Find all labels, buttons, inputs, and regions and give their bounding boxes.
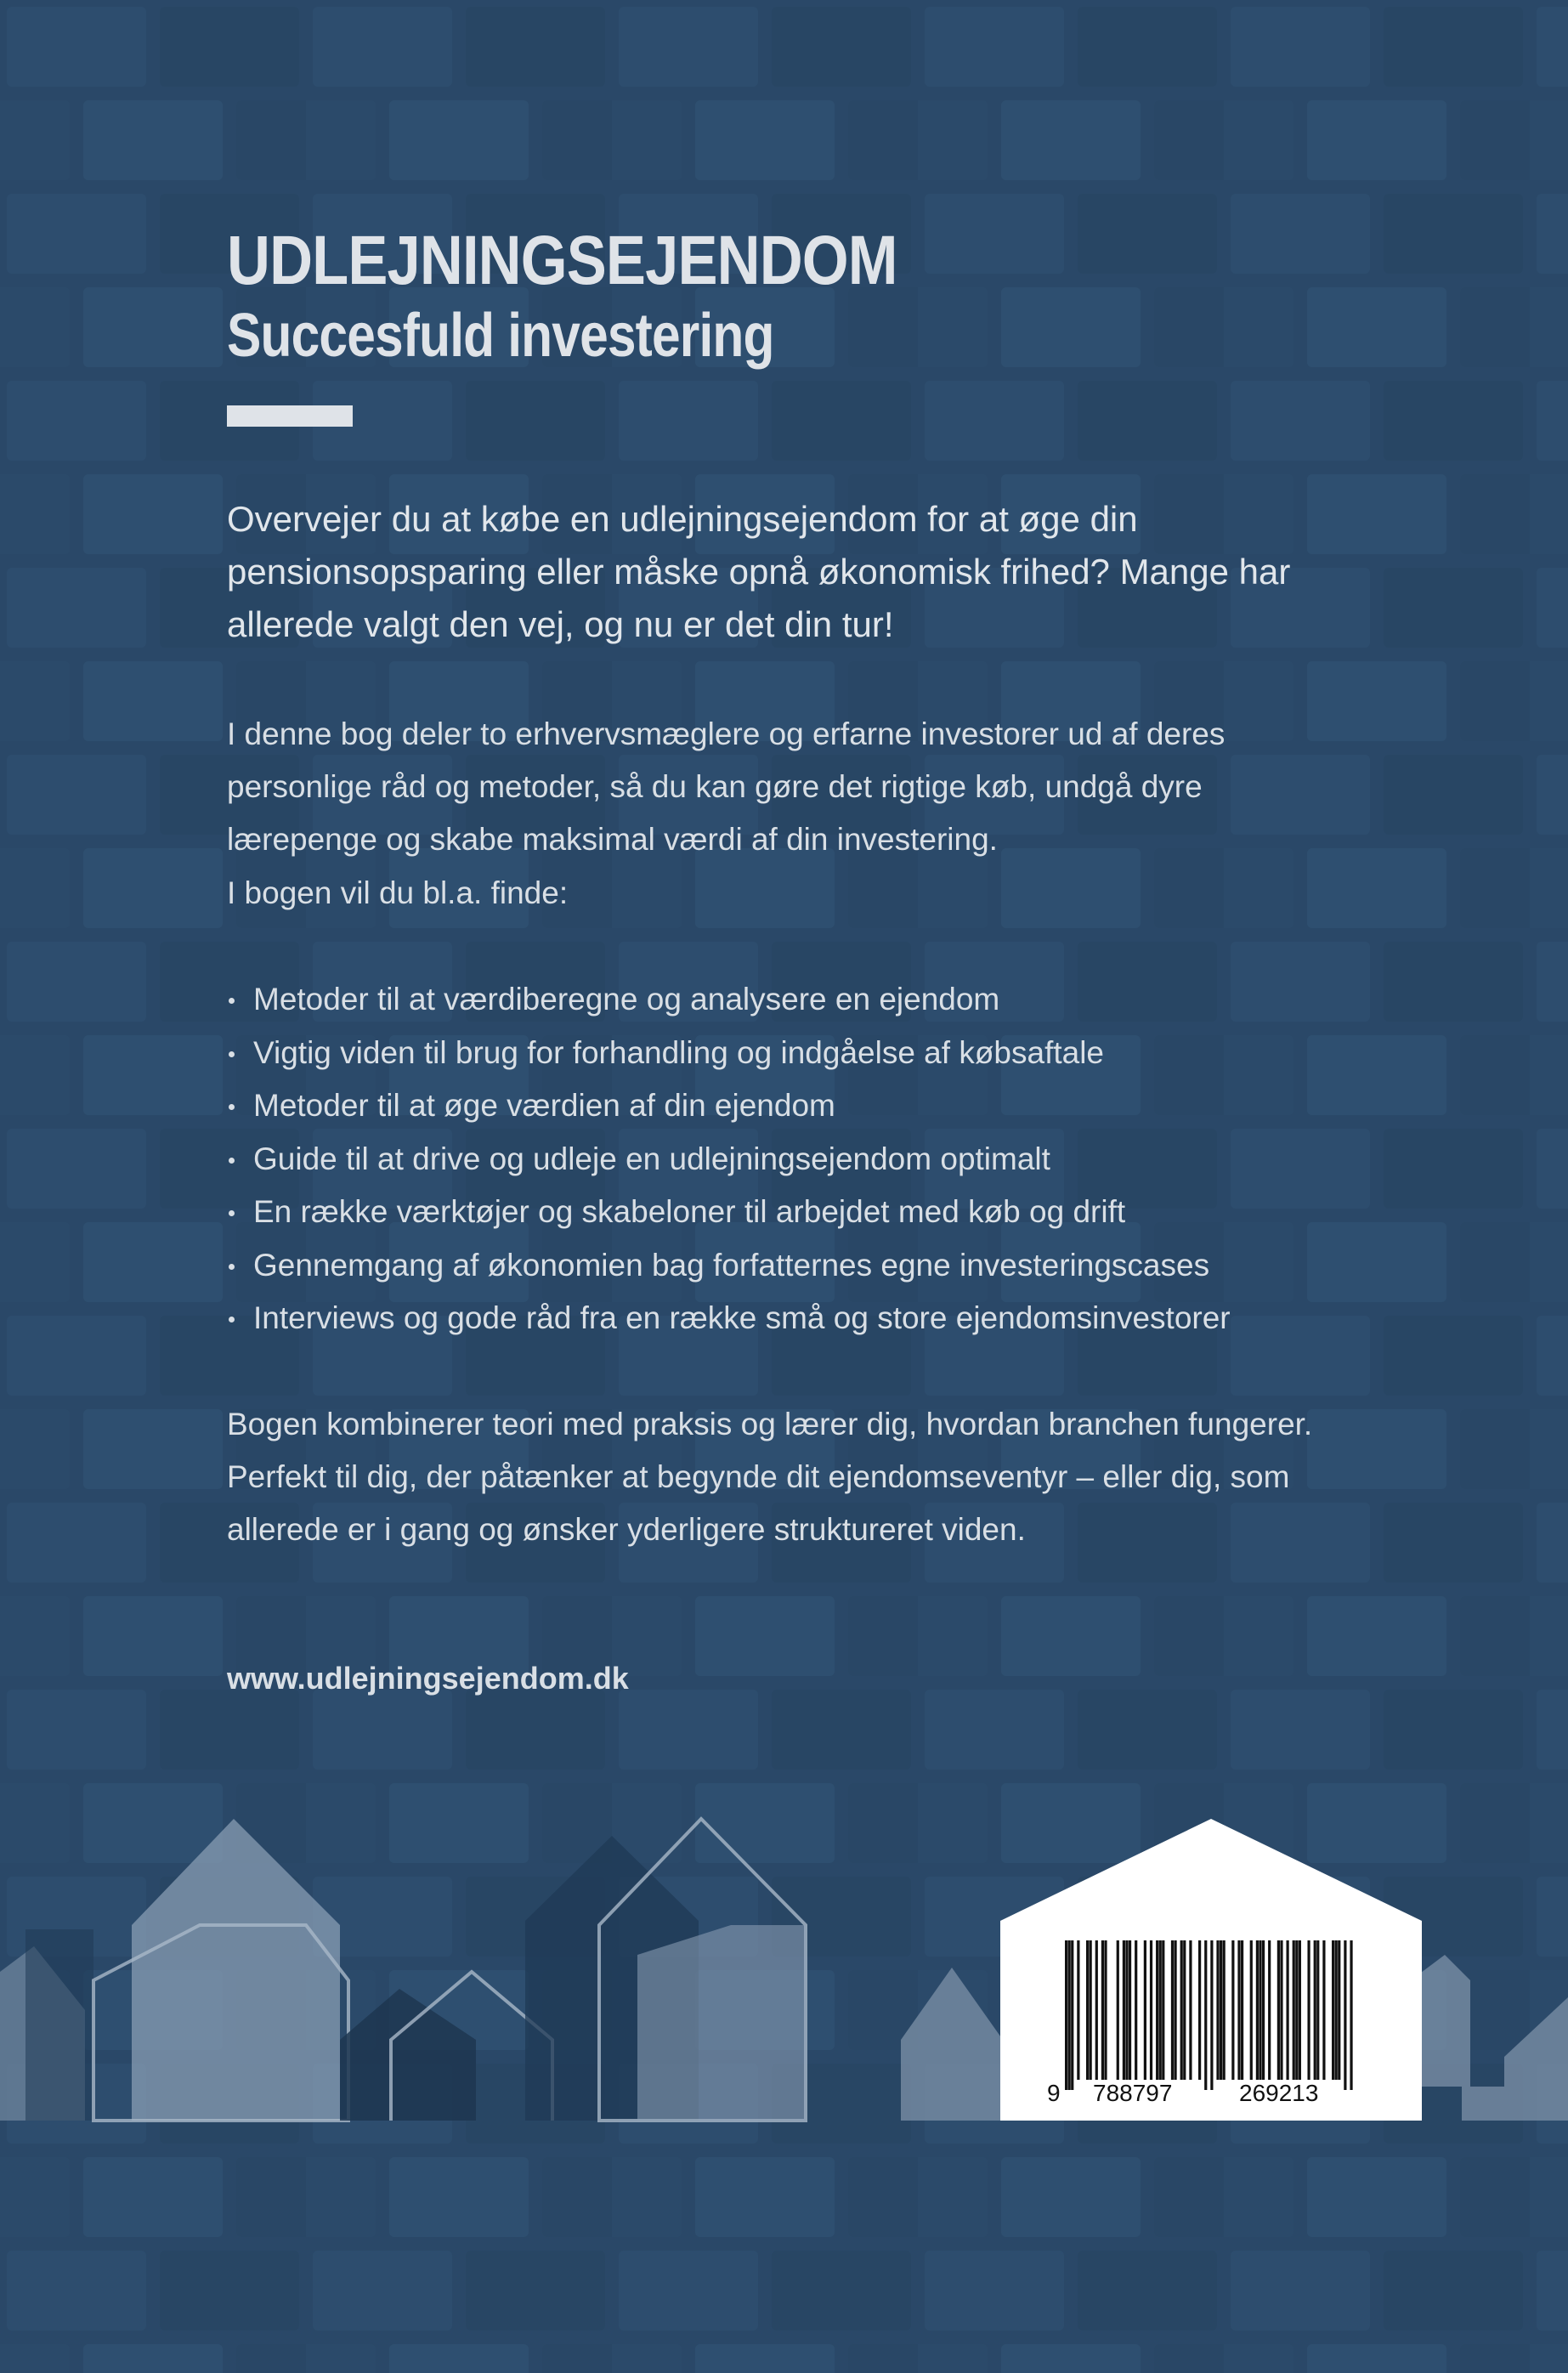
barcode-bar: [1332, 1940, 1334, 2080]
barcode-bar: [1159, 1940, 1162, 2080]
barcode-bar: [1295, 1940, 1298, 2080]
barcode-bar: [1241, 1940, 1243, 2080]
barcode-right-digits: 269213: [1239, 2080, 1319, 2106]
barcode-bar: [1150, 1940, 1152, 2080]
intro-paragraph: I denne bog deler to erhvervsmæglere og erfarne investorer ud af deres personlige råd og metoder, så du kan gøre det rigtige køb, undgå dyre lærepenge og skabe maksimal værdi af din investering.: [227, 716, 1226, 857]
barcode-bar: [1231, 1940, 1234, 2080]
barcode-bar: [1125, 1940, 1128, 2080]
barcode-bar: [1293, 1940, 1295, 2080]
barcode-bar: [1338, 1940, 1340, 2080]
house-shape: [1462, 2087, 1504, 2121]
barcode-first-digit: 9: [1047, 2080, 1061, 2106]
barcode-bar: [1086, 1940, 1089, 2080]
intro-list-heading: I bogen vil du bl.a. finde:: [227, 875, 569, 910]
barcode-bar: [1183, 1940, 1186, 2080]
house-shape: [340, 1989, 476, 2121]
list-item: Interviews og gode råd fra en række små og store ejendomsinvestorer: [227, 1292, 1332, 1345]
house-shape: [901, 1968, 1003, 2121]
barcode-bar: [1223, 1940, 1226, 2080]
barcode-bar: [1286, 1940, 1288, 2080]
barcode-bar: [1307, 1940, 1310, 2080]
barcode-bar: [1077, 1940, 1079, 2080]
barcode-bar: [1198, 1940, 1201, 2080]
barcode-bar: [1162, 1940, 1164, 2080]
barcode-bar: [1299, 1940, 1301, 2080]
barcode-bar: [1095, 1940, 1098, 2080]
house-shape: [637, 1925, 806, 2121]
barcode-bar: [1135, 1940, 1137, 2080]
barcode-bar: [1216, 1940, 1219, 2080]
list-item: Vigtig viden til brug for forhandling og indgåelse af købsaftale: [227, 1027, 1332, 1080]
barcode-bar: [1314, 1940, 1316, 2080]
list-item: Metoder til at øge værdien af din ejendom: [227, 1079, 1332, 1133]
barcode-bar: [1065, 1940, 1067, 2090]
barcode-bar: [1071, 1940, 1073, 2090]
closing-paragraph: Bogen kombinerer teori med praksis og lærer dig, hvordan branchen fungerer. Perfekt til dig, der påtænker at begynde dit ejendomseventyr – eller dig, som allerede er i gang og ønsker yderligere struktureret viden.: [227, 1407, 1313, 1547]
barcode-bar: [1277, 1940, 1280, 2080]
barcode-bar: [1237, 1940, 1240, 2080]
barcode-bar: [1144, 1940, 1146, 2080]
barcode-bar: [1210, 1940, 1213, 2090]
barcode-bar: [1171, 1940, 1174, 2080]
barcode-bar: [1316, 1940, 1319, 2080]
house-shape: [25, 1929, 93, 2121]
list-item: Gennemgang af økonomien bag forfatternes egne investeringscases: [227, 1239, 1332, 1293]
barcode-bar: [1068, 1940, 1071, 2090]
barcode-bar: [1090, 1940, 1092, 2080]
barcode-bar: [1174, 1940, 1176, 2080]
feature-list: [227, 973, 1332, 1345]
list-item: Guide til at drive og udleje en udlejningsejendom optimalt: [227, 1133, 1332, 1186]
list-item: Metoder til at værdiberegne og analysere en ejendom: [227, 973, 1332, 1027]
barcode-bar: [1256, 1940, 1259, 2080]
barcode-bar: [1259, 1940, 1261, 2080]
house-shape: [132, 1819, 340, 2121]
barcode-bar: [1117, 1940, 1119, 2080]
book-subtitle: Succesfuld investering: [227, 302, 774, 370]
barcode-bar: [1250, 1940, 1253, 2080]
barcode-bar: [1123, 1940, 1125, 2080]
barcode-bar: [1280, 1940, 1282, 2080]
barcode-bar: [1335, 1940, 1338, 2080]
barcode-left-digits: 788797: [1093, 2080, 1173, 2106]
title-divider: [227, 405, 353, 427]
barcode-bar: [1104, 1940, 1107, 2080]
website-link[interactable]: www.udlejningsejendom.dk: [227, 1661, 629, 1696]
barcode-bar: [1350, 1940, 1352, 2090]
list-item: En række værktøjer og skabeloner til arbejdet med køb og drift: [227, 1186, 1332, 1239]
barcode-bar: [1262, 1940, 1265, 2080]
barcode-bar: [1268, 1940, 1271, 2080]
barcode-bar: [1204, 1940, 1207, 2090]
barcode-bar: [1189, 1940, 1192, 2080]
barcode-bar: [1129, 1940, 1131, 2080]
barcode-bar: [1180, 1940, 1183, 2080]
barcode-bar: [1101, 1940, 1104, 2080]
lead-paragraph: Overvejer du at købe en udlejningsejendom for at øge din pensionsopsparing eller måske opnå økonomisk frihed? Mange har allerede valgt den vej, og nu er det din tur!: [227, 499, 1291, 644]
book-title: UDLEJNINGSEJENDOM: [227, 222, 897, 299]
house-skyline-illustration: [0, 1802, 1568, 2133]
barcode-bar: [1344, 1940, 1346, 2090]
house-shape: [1504, 1997, 1568, 2121]
barcode-bar: [1220, 1940, 1222, 2080]
barcode-bar: [1156, 1940, 1158, 2080]
barcode-bar: [1322, 1940, 1325, 2080]
